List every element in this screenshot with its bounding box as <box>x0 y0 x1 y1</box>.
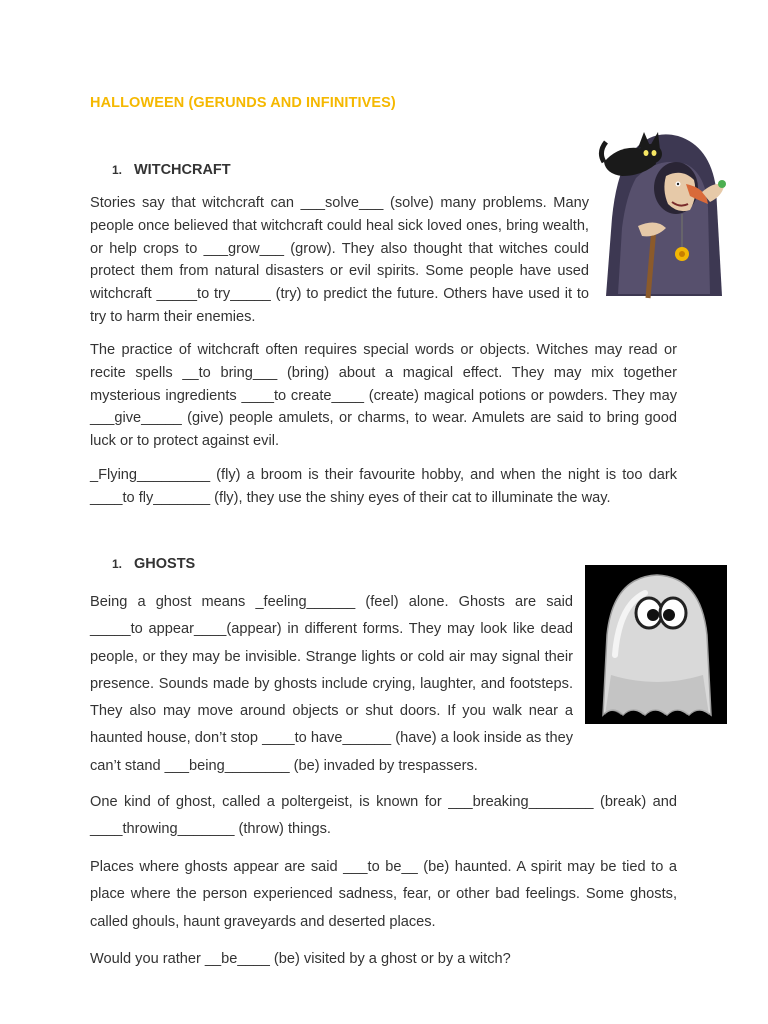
page-title: HALLOWEEN (GERUNDS AND INFINITIVES) <box>90 95 396 111</box>
ghosts-paragraph-4: Would you rather __be____ (be) visited by a ghost or by a witch? <box>90 951 511 967</box>
section-number: 1. <box>112 557 123 571</box>
witchcraft-paragraph-1: Stories say that witchcraft can ___solve___ (solve) many problems. Many people once believed that witchcraft could heal sick loved ones, bring wealth, or help crops to ___grow___ (grow). They also thought that witches could protect them from natural disasters or evil spirits. Some people have used witchcraft _____to try_____ (try) to predict the future. Others have used it to try to harm their enemies. <box>90 195 589 325</box>
section-heading-ghosts <box>112 556 195 572</box>
witchcraft-paragraph-2: The practice of witchcraft often requires special words or objects. Witches may read or recite spells __to bring___ (bring) about a magical effect. They may mix together mysterious ingredients ____to create____ (create) magical potions or powders. They may ___give_____ (give) people amulets, or charms, to wear. Amulets are said to bring good luck or to protect against evil. <box>90 342 677 450</box>
section-title: WITCHCRAFT <box>134 162 231 178</box>
ghosts-paragraph-1: Being a ghost means _feeling______ (feel) alone. Ghosts are said _____to appear____(appear) in different forms. They may look like dead people, or they may be invisible. Strange lights or cold air may signal their presence. Sounds made by ghosts include crying, laughter, and footsteps. They also may move around objects or shut doors. If you walk near a haunted house, don’t stop ____to have______ (have) a look inside as they can’t stand ___being________ (be) invaded by trespassers. <box>90 594 573 774</box>
ghosts-paragraph-2: One kind of ghost, called a poltergeist, is known for ___breaking________ (break) and ____throwing_______ (throw) things. <box>90 794 677 838</box>
section-heading-witchcraft <box>112 162 231 178</box>
section-title: GHOSTS <box>134 556 196 572</box>
ghost-illustration <box>585 565 727 724</box>
witch-illustration <box>598 118 726 300</box>
witchcraft-paragraph-3: _Flying_________ (fly) a broom is their favourite hobby, and when the night is too dark ____to fly_______ (fly), they use the shiny eyes of their cat to illuminate the way. <box>90 467 677 506</box>
section-number: 1. <box>112 163 123 177</box>
ghosts-paragraph-3: Places where ghosts appear are said ___to be__ (be) haunted. A spirit may be tied to a place where the person experienced sadness, fear, or other bad feelings. Some ghosts, called ghouls, haunt graveyards and deserted places. <box>90 859 677 930</box>
